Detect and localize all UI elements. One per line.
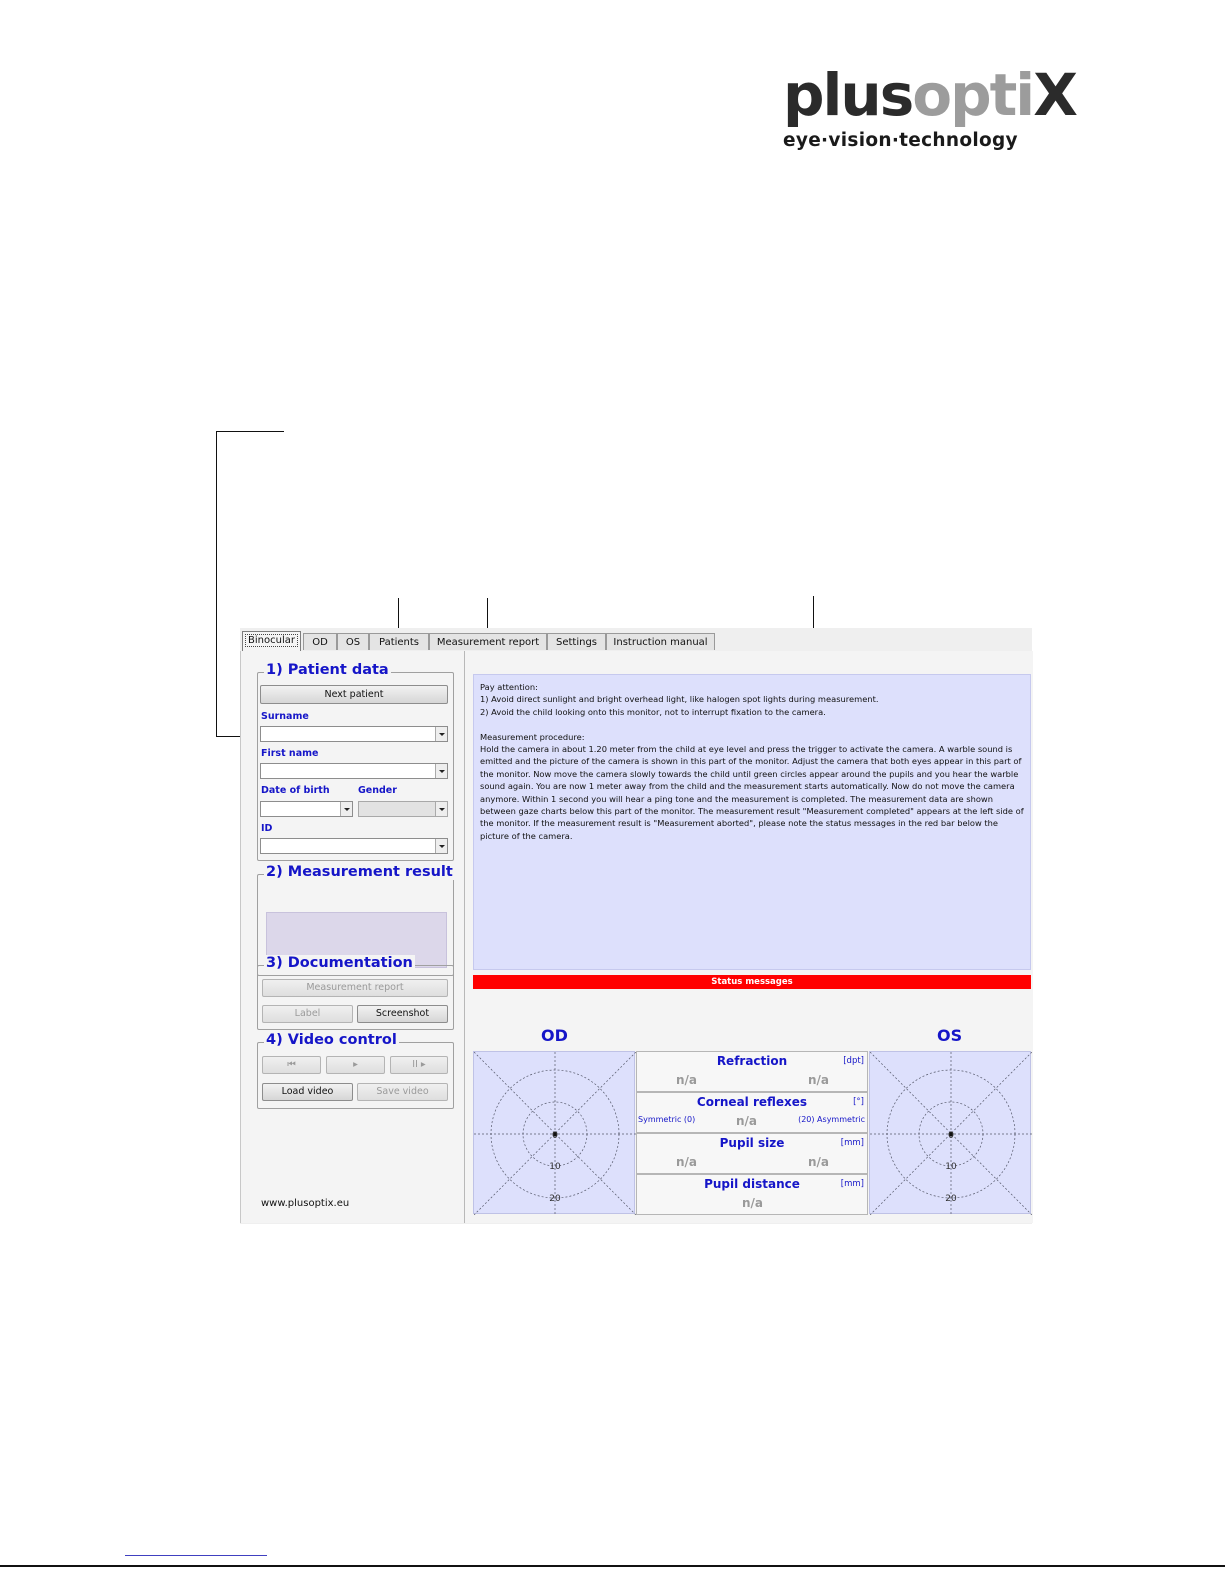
load-video-button[interactable]: Load video [262, 1083, 353, 1101]
tab-measurement-report[interactable]: Measurement report [429, 633, 547, 650]
video-control-title: 4) Video control [266, 1032, 397, 1048]
procedure-title: Measurement procedure: [480, 731, 585, 742]
screenshot-button[interactable]: Screenshot [357, 1005, 448, 1023]
footer-rule [0, 1565, 1225, 1567]
left-panel [240, 651, 465, 1223]
os-label: OS [937, 1026, 963, 1045]
tab-patients[interactable]: Patients [369, 633, 429, 650]
corneal-symmetric-label: Symmetric (0) [638, 1115, 696, 1124]
application-window [240, 628, 1032, 1224]
attention-title: Pay attention: [480, 682, 538, 692]
tab-os[interactable]: OS [337, 633, 369, 650]
pupil-size-unit: [mm] [840, 1138, 864, 1148]
corneal-asymmetric-label: (20) Asymmetric [798, 1115, 865, 1124]
attention-item-1: 1) Avoid direct sunlight and bright overhead light, like halogen spot lights during measurement. [480, 694, 879, 705]
logo-tagline: eye·vision·technology [783, 130, 1018, 151]
chevron-down-icon[interactable] [435, 802, 447, 816]
pupil-distance-title: Pupil distance [704, 1177, 800, 1191]
next-patient-button[interactable]: Next patient [260, 685, 448, 704]
logo-wordmark [783, 60, 1076, 130]
od-tick-10: 10 [549, 1162, 561, 1172]
od-tick-0: 0 [552, 1131, 558, 1141]
refraction-os-value: n/a [808, 1073, 830, 1087]
status-messages-bar: Status messages [473, 975, 1031, 989]
pupil-distance-cell [636, 1174, 868, 1215]
gender-label: Gender [358, 785, 397, 796]
id-combo[interactable] [260, 838, 448, 854]
label-button[interactable]: Label [262, 1005, 353, 1023]
chevron-down-icon[interactable] [435, 727, 447, 741]
tab-od[interactable]: OD [303, 633, 337, 650]
od-gaze-chart-graphic [474, 1052, 636, 1215]
right-panel [464, 651, 1033, 1223]
os-tick-20: 20 [945, 1194, 957, 1204]
tab-bar [240, 631, 1032, 651]
tab-instruction-manual[interactable]: Instruction manual [606, 633, 715, 650]
pause-button[interactable] [390, 1056, 448, 1074]
pupil-size-title: Pupil size [719, 1136, 785, 1150]
logo-x: X [1033, 61, 1076, 129]
first-name-combo[interactable] [260, 763, 448, 779]
od-label: OD [541, 1026, 568, 1045]
pupil-distance-value: n/a [742, 1196, 764, 1210]
od-gaze-chart [473, 1051, 635, 1214]
camera-picture-area [473, 674, 1031, 970]
plusoptix-logo [783, 60, 1076, 160]
measurement-result-title: 2) Measurement result [266, 864, 453, 880]
os-tick-0: 0 [948, 1131, 954, 1141]
play-button[interactable] [326, 1056, 385, 1074]
footer-link-underline [125, 1555, 267, 1556]
website-link[interactable]: www.plusoptix.eu [261, 1198, 350, 1209]
save-video-button[interactable]: Save video [357, 1083, 448, 1101]
refraction-od-value: n/a [676, 1073, 698, 1087]
chevron-down-icon[interactable] [435, 839, 447, 853]
callout-surname-horizontal-top [216, 431, 284, 432]
id-label: ID [261, 823, 273, 834]
logo-plus: plus [783, 61, 913, 129]
skip-back-icon: ⏮ [287, 1059, 296, 1070]
first-frame-button[interactable] [262, 1056, 321, 1074]
date-of-birth-label: Date of birth [261, 785, 330, 796]
corneal-reflexes-cell [636, 1092, 868, 1133]
tab-settings[interactable]: Settings [547, 633, 606, 650]
measurement-report-button[interactable]: Measurement report [262, 979, 448, 997]
chevron-down-icon[interactable] [435, 764, 447, 778]
corneal-reflexes-title: Corneal reflexes [696, 1095, 808, 1109]
corneal-value: n/a [736, 1114, 758, 1128]
surname-label: Surname [261, 711, 309, 722]
pupil-size-os-value: n/a [808, 1155, 830, 1169]
pupil-distance-unit: [mm] [840, 1179, 864, 1189]
os-tick-10: 10 [945, 1162, 957, 1172]
refraction-cell [636, 1051, 868, 1092]
od-tick-20: 20 [549, 1194, 561, 1204]
os-gaze-chart-graphic [870, 1052, 1032, 1215]
date-of-birth-combo[interactable] [260, 801, 353, 817]
chevron-down-icon[interactable] [340, 802, 352, 816]
procedure-text: Hold the camera in about 1.20 meter from the child at eye level and press the trigger to activate the camera. A warble sound is emitted and the picture of the camera is shown in this part of the monitor. Adjust the camera that both eyes appear in this part of the monitor. Now move the camera slowly towards the child until green circles appear around the pupils and you hear the warble sound again. You are now 1 meter away from the child and the measurement starts automatically. Now do not move the camera anymore. Within 1 second you will hear a ping tone and the measurement is completed. The measurement data are shown between gaze charts below this part of the monitor. The measurement result "Measurement completed" appears at the left side of the monitor. If the measurement result is "Measurement aborted", please note the status messages in the red bar below the picture of the camera. [480, 744, 1024, 841]
pupil-size-cell [636, 1133, 868, 1174]
attention-item-2: 2) Avoid the child looking onto this monitor, not to interrupt fixation to the camera. [480, 706, 826, 717]
tab-binocular[interactable] [242, 631, 301, 651]
pause-play-icon: II ▸ [412, 1059, 426, 1070]
refraction-title: Refraction [716, 1054, 788, 1068]
refraction-unit: [dpt] [843, 1056, 864, 1066]
gender-combo[interactable] [358, 801, 448, 817]
first-name-label: First name [261, 748, 319, 759]
os-gaze-chart [869, 1051, 1031, 1214]
play-icon: ▸ [353, 1059, 358, 1070]
callout-surname-vertical [216, 431, 217, 737]
pupil-size-od-value: n/a [676, 1155, 698, 1169]
corneal-reflexes-unit: [°] [853, 1097, 864, 1107]
surname-combo[interactable] [260, 726, 448, 742]
tab-binocular-label: Binocular [245, 634, 298, 647]
documentation-title: 3) Documentation [266, 955, 413, 971]
logo-optix: opti [912, 61, 1034, 129]
patient-data-title: 1) Patient data [266, 662, 389, 678]
